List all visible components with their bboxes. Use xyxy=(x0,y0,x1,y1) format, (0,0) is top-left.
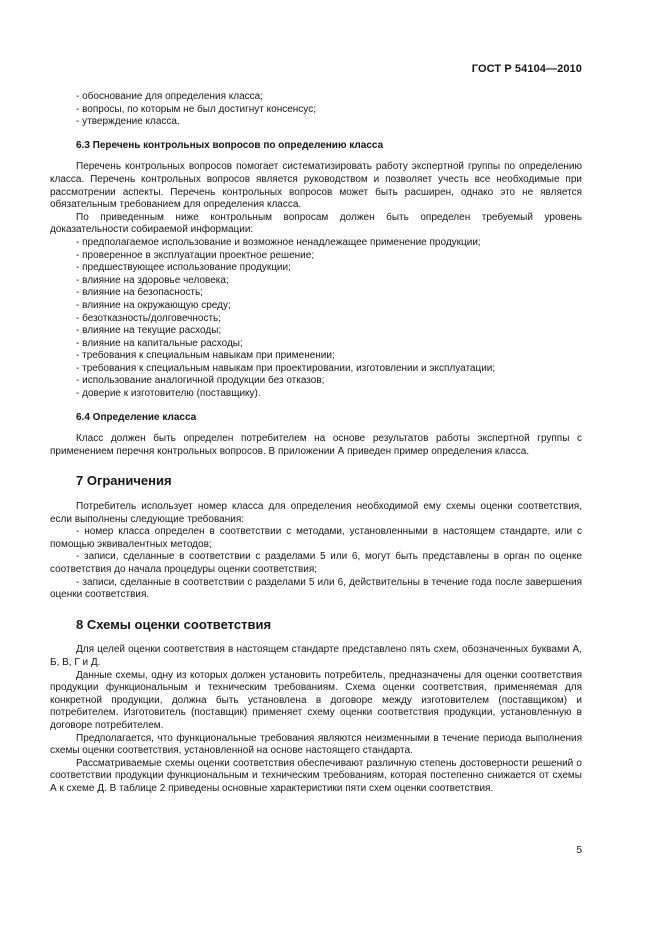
section-7-heading: 7 Ограничения xyxy=(76,473,172,489)
section-8-heading: 8 Схемы оценки соответствия xyxy=(76,616,272,632)
list-item: - утверждение класса. xyxy=(76,116,180,128)
page-content xyxy=(50,91,582,796)
paragraph: Класс должен быть определен потребителем на основе результатов работы экспертной группы с применением перечня контрольных вопросов. В приложении А приведен пример определения класса. xyxy=(50,433,582,457)
list-item: - доверие к изготовителю (поставщику). xyxy=(76,388,261,400)
list-item: - записи, сделанные в соответствии с разделами 5 или 6, действительны в течение года после завершения оценки соответствия. xyxy=(50,576,582,601)
list-item: - требования к специальным навыкам при применении; xyxy=(76,350,335,362)
list-item: - предполагаемое использование и возможное ненадлежащее применение продукции; xyxy=(76,236,481,248)
list-item: - проверенное в эксплуатации проектное решение; xyxy=(76,249,315,261)
list-item: - безотказность/долговечность; xyxy=(76,312,222,324)
paragraph: Предполагается, что функциональные требования являются неизменными в течение периода выполнения схемы оценки соответствия, установленной на основе настоящего стандарта. xyxy=(50,732,582,757)
paragraph: Рассматриваемые схемы оценки соответствия обеспечивают различную степень достоверности решений о соответствии продукции функциональным и техническим требованиям, которая постепенно снижается от схемы А к схеме Д. В таблице 2 приведены основные характеристики пяти схем оценки соответствия. xyxy=(50,757,582,794)
page-number: 5 xyxy=(576,845,582,856)
list-item: - требования к специальным навыкам при проектировании, изготовлении и эксплуатации; xyxy=(76,362,496,374)
list-item: - вопросы, по которым не был достигнут консенсус; xyxy=(76,103,316,115)
paragraph: Данные схемы, одну из которых должен установить потребитель, предназначены для оценки соответствия продукции функциональным и техническим требованиям. Схема оценки соответствия, применяемая для конкретной продукции, должна быть установлена в договоре между изготовителем (поставщиком) и потребителем. Изготовитель (поставщик) применяет схему оценки соответствия продукции, установленную в договоре потребителем. xyxy=(50,669,582,731)
list-item: - использование аналогичной продукции без отказов; xyxy=(76,375,325,387)
list-item: - предшествующее использование продукции; xyxy=(76,262,291,274)
list-item: - влияние на здоровье человека; xyxy=(76,274,229,286)
list-item: - влияние на капитальные расходы; xyxy=(76,337,243,349)
list-item: - записи, сделанные в соответствии с разделами 5 или 6, могут быть представлены в орган по оценке соответствия до начала процедуры оценки соответствия; xyxy=(50,551,582,575)
paragraph: Потребитель использует номер класса для определения необходимой ему схемы оценки соответствия, если выполнены следующие требования: xyxy=(50,501,582,525)
paragraph: По приведенным ниже контрольным вопросам должен быть определен требуемый уровень доказательности собираемой информации: xyxy=(50,211,582,236)
section-6-4-heading: 6.4 Определение класса xyxy=(76,411,197,423)
paragraph: Для целей оценки соответствия в настоящем стандарте представлено пять схем, обозначенных буквами А, Б, В, Г и Д. xyxy=(50,644,582,668)
list-item: - влияние на окружающую среду; xyxy=(76,299,231,311)
section-6-3-heading: 6.3 Перечень контрольных вопросов по определению класса xyxy=(76,139,384,151)
paragraph: Перечень контрольных вопросов помогает систематизировать работу экспертной группы по определению класса. Перечень контрольных вопросов является руководством и позволяет учесть все необходимые при рассмотрении аспекты. Перечень контрольных вопросов может быть расширен, однако это не является обязательным требованием для определения класса. xyxy=(50,161,582,211)
page-header-standard: ГОСТ Р 54104—2010 xyxy=(471,63,582,75)
list-item: - обоснование для определения класса; xyxy=(76,91,263,102)
list-item: - номер класса определен в соответствии с методами, установленными в настоящем стандарте, или с помощью эквивалентных методов; xyxy=(50,526,582,550)
list-item: - влияние на текущие расходы; xyxy=(76,325,222,337)
list-item: - влияние на безопасность; xyxy=(76,287,203,299)
